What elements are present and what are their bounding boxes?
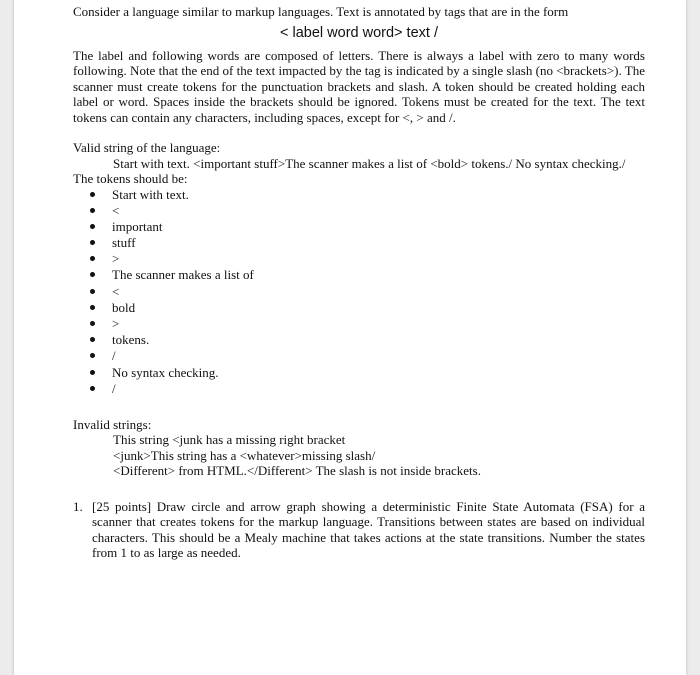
token-text: /	[112, 380, 116, 396]
token-text: <	[112, 283, 120, 299]
description-paragraph: The label and following words are composed of letters. There is always a label with zero to many words following. Note that the end of the text impacted by the tag is indicated by a single slash (no <brackets>). The scanner must create tokens for the punctuation brackets and slash. A token should be created holding each label or word. Spaces inside the brackets should be ignored. Tokens must be created for the text. The text tokens can contain any characters, including spaces, except for <, > and /.	[73, 47, 645, 125]
token-item	[90, 203, 645, 219]
question-text: [25 points] Draw circle and arrow graph showing a deterministic Finite State Automata (FSA) for a scanner that creates tokens for the markup language. Transitions between states are based on individual characters. This should be a Mealy machine that takes actions at the state transitions. Number the states from 1 to as large as needed.	[92, 498, 645, 561]
document-page	[14, 0, 686, 675]
question-number: 1.	[73, 498, 83, 514]
token-item	[90, 365, 645, 381]
token-item	[90, 332, 645, 348]
token-text: <	[112, 202, 120, 218]
token-item	[90, 348, 645, 364]
bullet-icon	[90, 192, 95, 197]
spacer	[73, 397, 645, 417]
token-text: No syntax checking.	[112, 364, 219, 380]
token-text: bold	[112, 299, 136, 315]
document-content	[73, 4, 645, 561]
bullet-icon	[90, 240, 95, 245]
token-text: >	[112, 251, 120, 267]
bullet-icon	[90, 256, 95, 261]
token-text: stuff	[112, 235, 136, 251]
invalid-example: This string <junk has a missing right bracket	[113, 432, 346, 448]
token-text: >	[112, 316, 120, 331]
invalid-heading: Invalid strings:	[73, 416, 152, 432]
token-list	[73, 187, 645, 397]
token-item	[90, 284, 645, 300]
token-item	[90, 219, 645, 235]
token-item	[90, 300, 645, 316]
bullet-icon	[90, 272, 95, 277]
bullet-icon	[90, 337, 95, 342]
token-text: The scanner makes a list of	[112, 267, 254, 283]
token-text: tokens.	[112, 332, 150, 348]
invalid-example: <junk>This string has a <whatever>missing slash/	[113, 447, 376, 463]
bullet-icon	[90, 224, 95, 229]
valid-heading: Valid string of the language:	[73, 140, 221, 155]
token-item	[90, 381, 645, 397]
token-item	[90, 316, 645, 332]
token-text: important	[112, 218, 163, 234]
valid-example: Start with text. <important stuff>The scanner makes a list of <bold> tokens./ No syntax checking./	[113, 155, 626, 171]
token-item	[90, 235, 645, 251]
bullet-icon	[90, 305, 95, 310]
tokens-heading: The tokens should be:	[73, 171, 188, 186]
token-item	[90, 267, 645, 283]
tag-syntax: < label word word> text /	[280, 24, 438, 41]
question-list	[73, 499, 645, 561]
bullet-icon	[90, 208, 95, 213]
spacer	[73, 479, 645, 499]
token-item	[90, 187, 645, 203]
intro-paragraph: Consider a language similar to markup languages. Text is annotated by tags that are in the form	[73, 4, 569, 19]
question-item	[73, 499, 645, 561]
bullet-icon	[90, 353, 95, 358]
invalid-example: <Different> from HTML.</Different> The slash is not inside brackets.	[113, 463, 481, 479]
bullet-icon	[90, 321, 95, 326]
token-text: /	[112, 348, 116, 364]
bullet-icon	[90, 386, 95, 391]
token-text: Start with text.	[112, 186, 189, 202]
bullet-icon	[90, 289, 95, 294]
spacer	[73, 125, 645, 140]
token-item	[90, 251, 645, 267]
bullet-icon	[90, 370, 95, 375]
